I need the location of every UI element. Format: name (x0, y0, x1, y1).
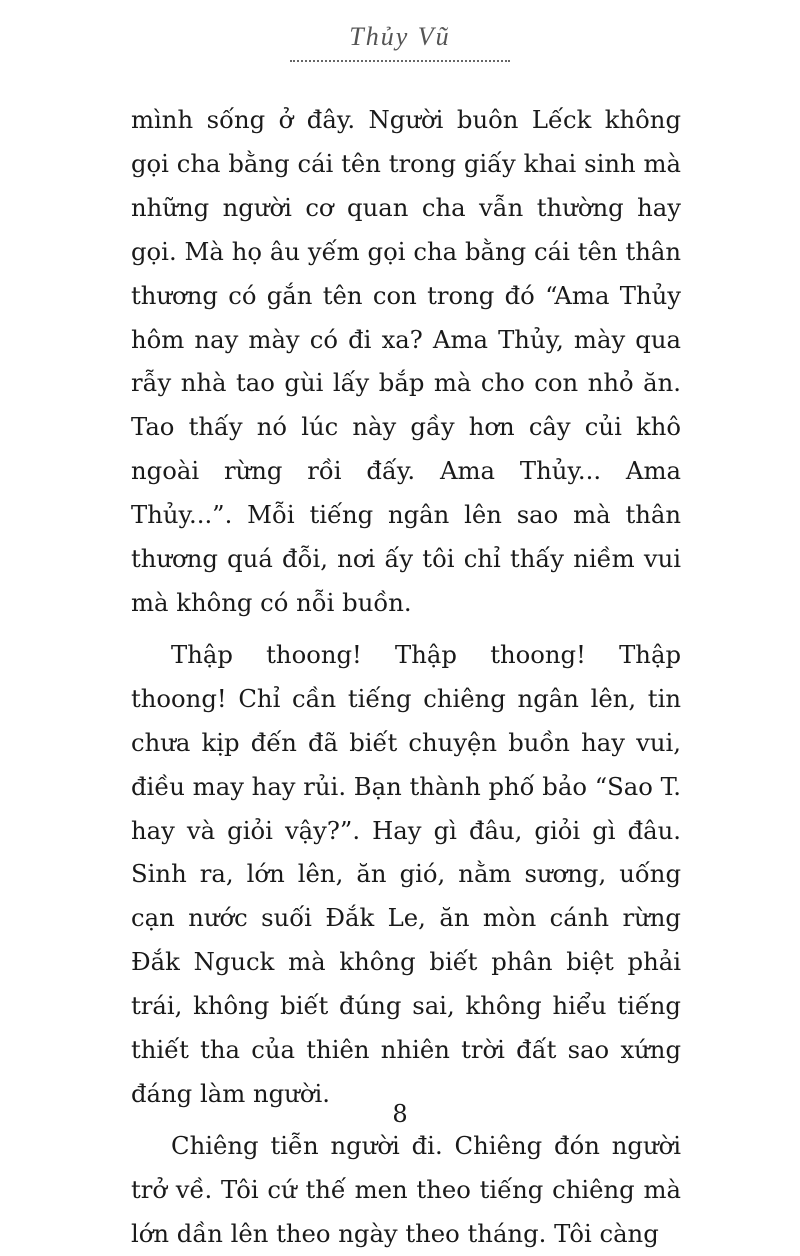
header-dotted-rule (290, 60, 510, 62)
paragraph-3: Chiêng tiễn người đi. Chiêng đón người trở về. Tôi cứ thế men theo tiếng chiêng mà lớn dần lên theo ngày theo tháng. Tôi càng (131, 1130, 681, 1248)
running-header-title: Thủy Vũ (349, 22, 451, 51)
paragraph-1: mình sống ở đây. Người buôn Lếck không gọi cha bằng cái tên trong giấy khai sinh mà những người cơ quan cha vẫn thường hay gọi. Mà họ âu yếm gọi cha bằng cái tên thân thương có gắn tên con trong đó “Ama Thủy hôm nay mày có đi xa? Ama Thủy, mày qua rẫy nhà tao gùi lấy bắp mà cho con nhỏ ăn. Tao thấy nó lúc này gầy hơn cây củi khô ngoài rừng rồi đấy. Ama Thủy... Ama Thủy...”. Mỗi tiếng ngân lên sao mà thân thương quá đỗi, nơi ấy tôi chỉ thấy niềm vui mà không có nỗi buồn. (131, 105, 681, 617)
paragraph-2: Thập thoong! Thập thoong! Thập thoong! Chỉ cần tiếng chiêng ngân lên, tin chưa kịp đến đã biết chuyện buồn hay vui, điều may hay rủi. Bạn thành phố bảo “Sao T. hay và giỏi vậy?”. Hay gì đâu, giỏi gì đâu. Sinh ra, lớn lên, ăn gió, nằm sương, uống cạn nước suối Đắk Le, ăn mòn cánh rừng Đắk Nguck mà không biết phân biệt phải trái, không biết đúng sai, không hiểu tiếng thiết tha của thiên nhiên trời đất sao xứng đáng làm người. (131, 639, 681, 1108)
page-number: 8 (392, 1100, 408, 1128)
page-body (131, 98, 681, 1256)
